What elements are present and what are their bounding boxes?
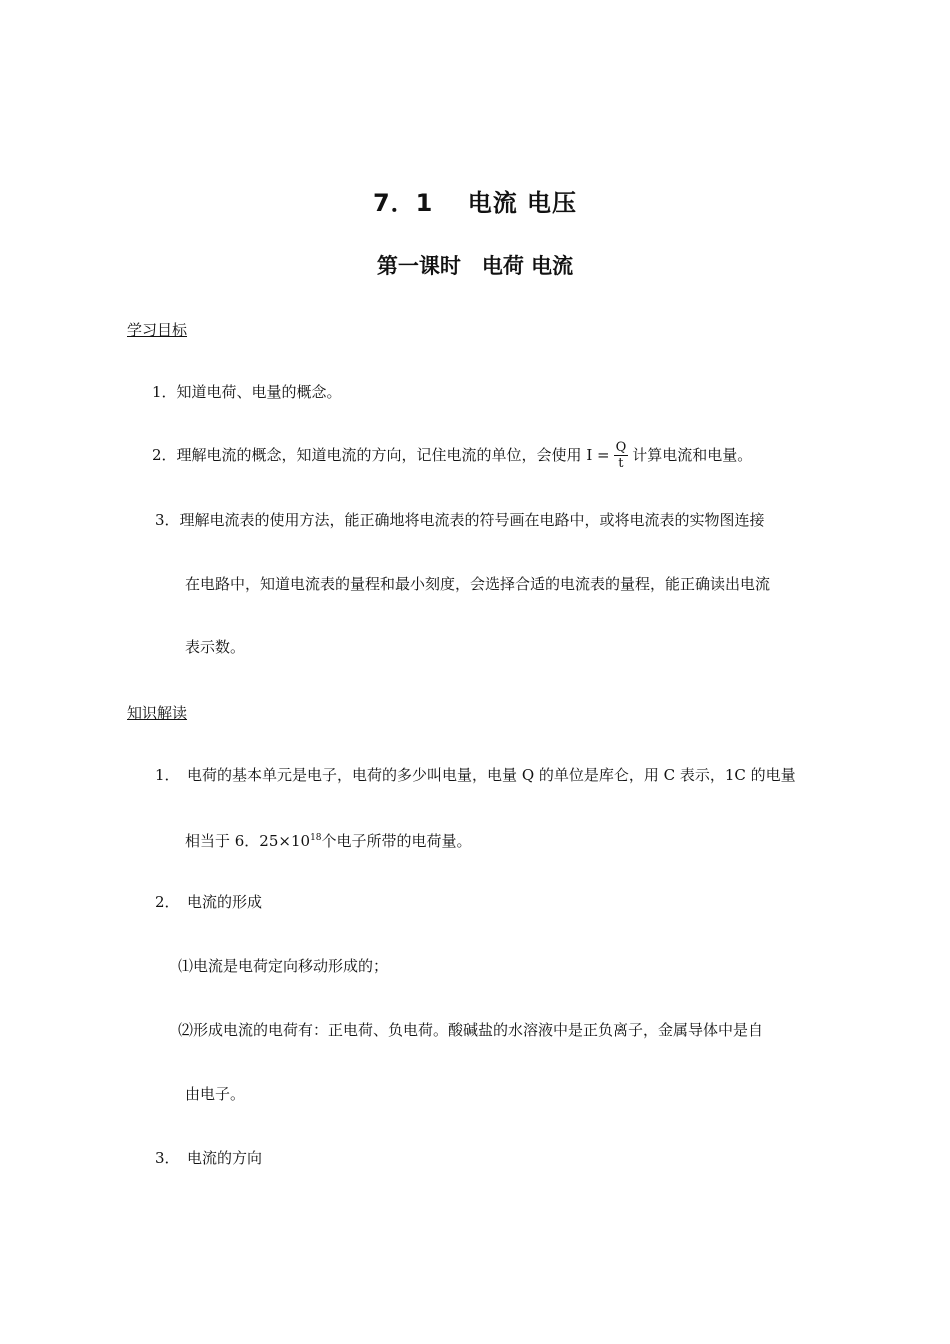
knowledge-item-2-sub-2-line-2: 由电子。 xyxy=(185,1085,246,1103)
knowledge-item-2-sub-2-line-1: ⑵形成电流的电荷有：正电荷、负电荷。酸碱盐的水溶液中是正负离子，金属导体中是自 xyxy=(178,1021,764,1039)
knowledge-item-3: 3． 电流的方向 xyxy=(155,1149,263,1167)
section-heading-goals: 学习目标 xyxy=(127,321,188,339)
exponent: 18 xyxy=(310,833,322,843)
knowledge-item-1-text: 相当于 6．25×10 xyxy=(185,832,311,850)
goal-item-3-line-3: 表示数。 xyxy=(185,638,246,656)
page-subtitle: 第一课时 电荷 电流 xyxy=(376,254,574,278)
goal-item-3-line-1: 3．理解电流表的使用方法，能正确地将电流表的符号画在电路中，或将电流表的实物图连接 xyxy=(155,511,765,529)
knowledge-item-1-line-2 xyxy=(185,828,472,851)
knowledge-item-2-sub-1: ⑴电流是电荷定向移动形成的； xyxy=(178,957,389,975)
page-title: 7．1 电流 电压 xyxy=(372,189,578,217)
goal-item-1: 1．知道电荷、电量的概念。 xyxy=(152,383,342,401)
fraction-denominator: t xyxy=(618,455,624,471)
goal-item-2-text-end: 计算电流和电量。 xyxy=(632,446,753,464)
section-heading-knowledge: 知识解读 xyxy=(127,704,188,722)
goal-item-3-line-2: 在电路中，知道电流表的量程和最小刻度，会选择合适的电流表的量程，能正确读出电流 xyxy=(185,575,771,593)
formula-fraction xyxy=(614,440,629,471)
knowledge-item-1-line-1: 1． 电荷的基本单元是电子，电荷的多少叫电量，电量 Q 的单位是库仑，用 C 表示，1C 的电量 xyxy=(155,766,796,784)
goal-item-2-text: 2．理解电流的概念，知道电流的方向，记住电流的单位，会使用 I = xyxy=(152,446,610,464)
fraction-numerator: Q xyxy=(615,439,627,455)
goal-item-2 xyxy=(152,437,752,473)
knowledge-item-2: 2． 电流的形成 xyxy=(155,893,263,911)
knowledge-item-1-text-end: 个电子所带的电荷量。 xyxy=(321,832,472,850)
